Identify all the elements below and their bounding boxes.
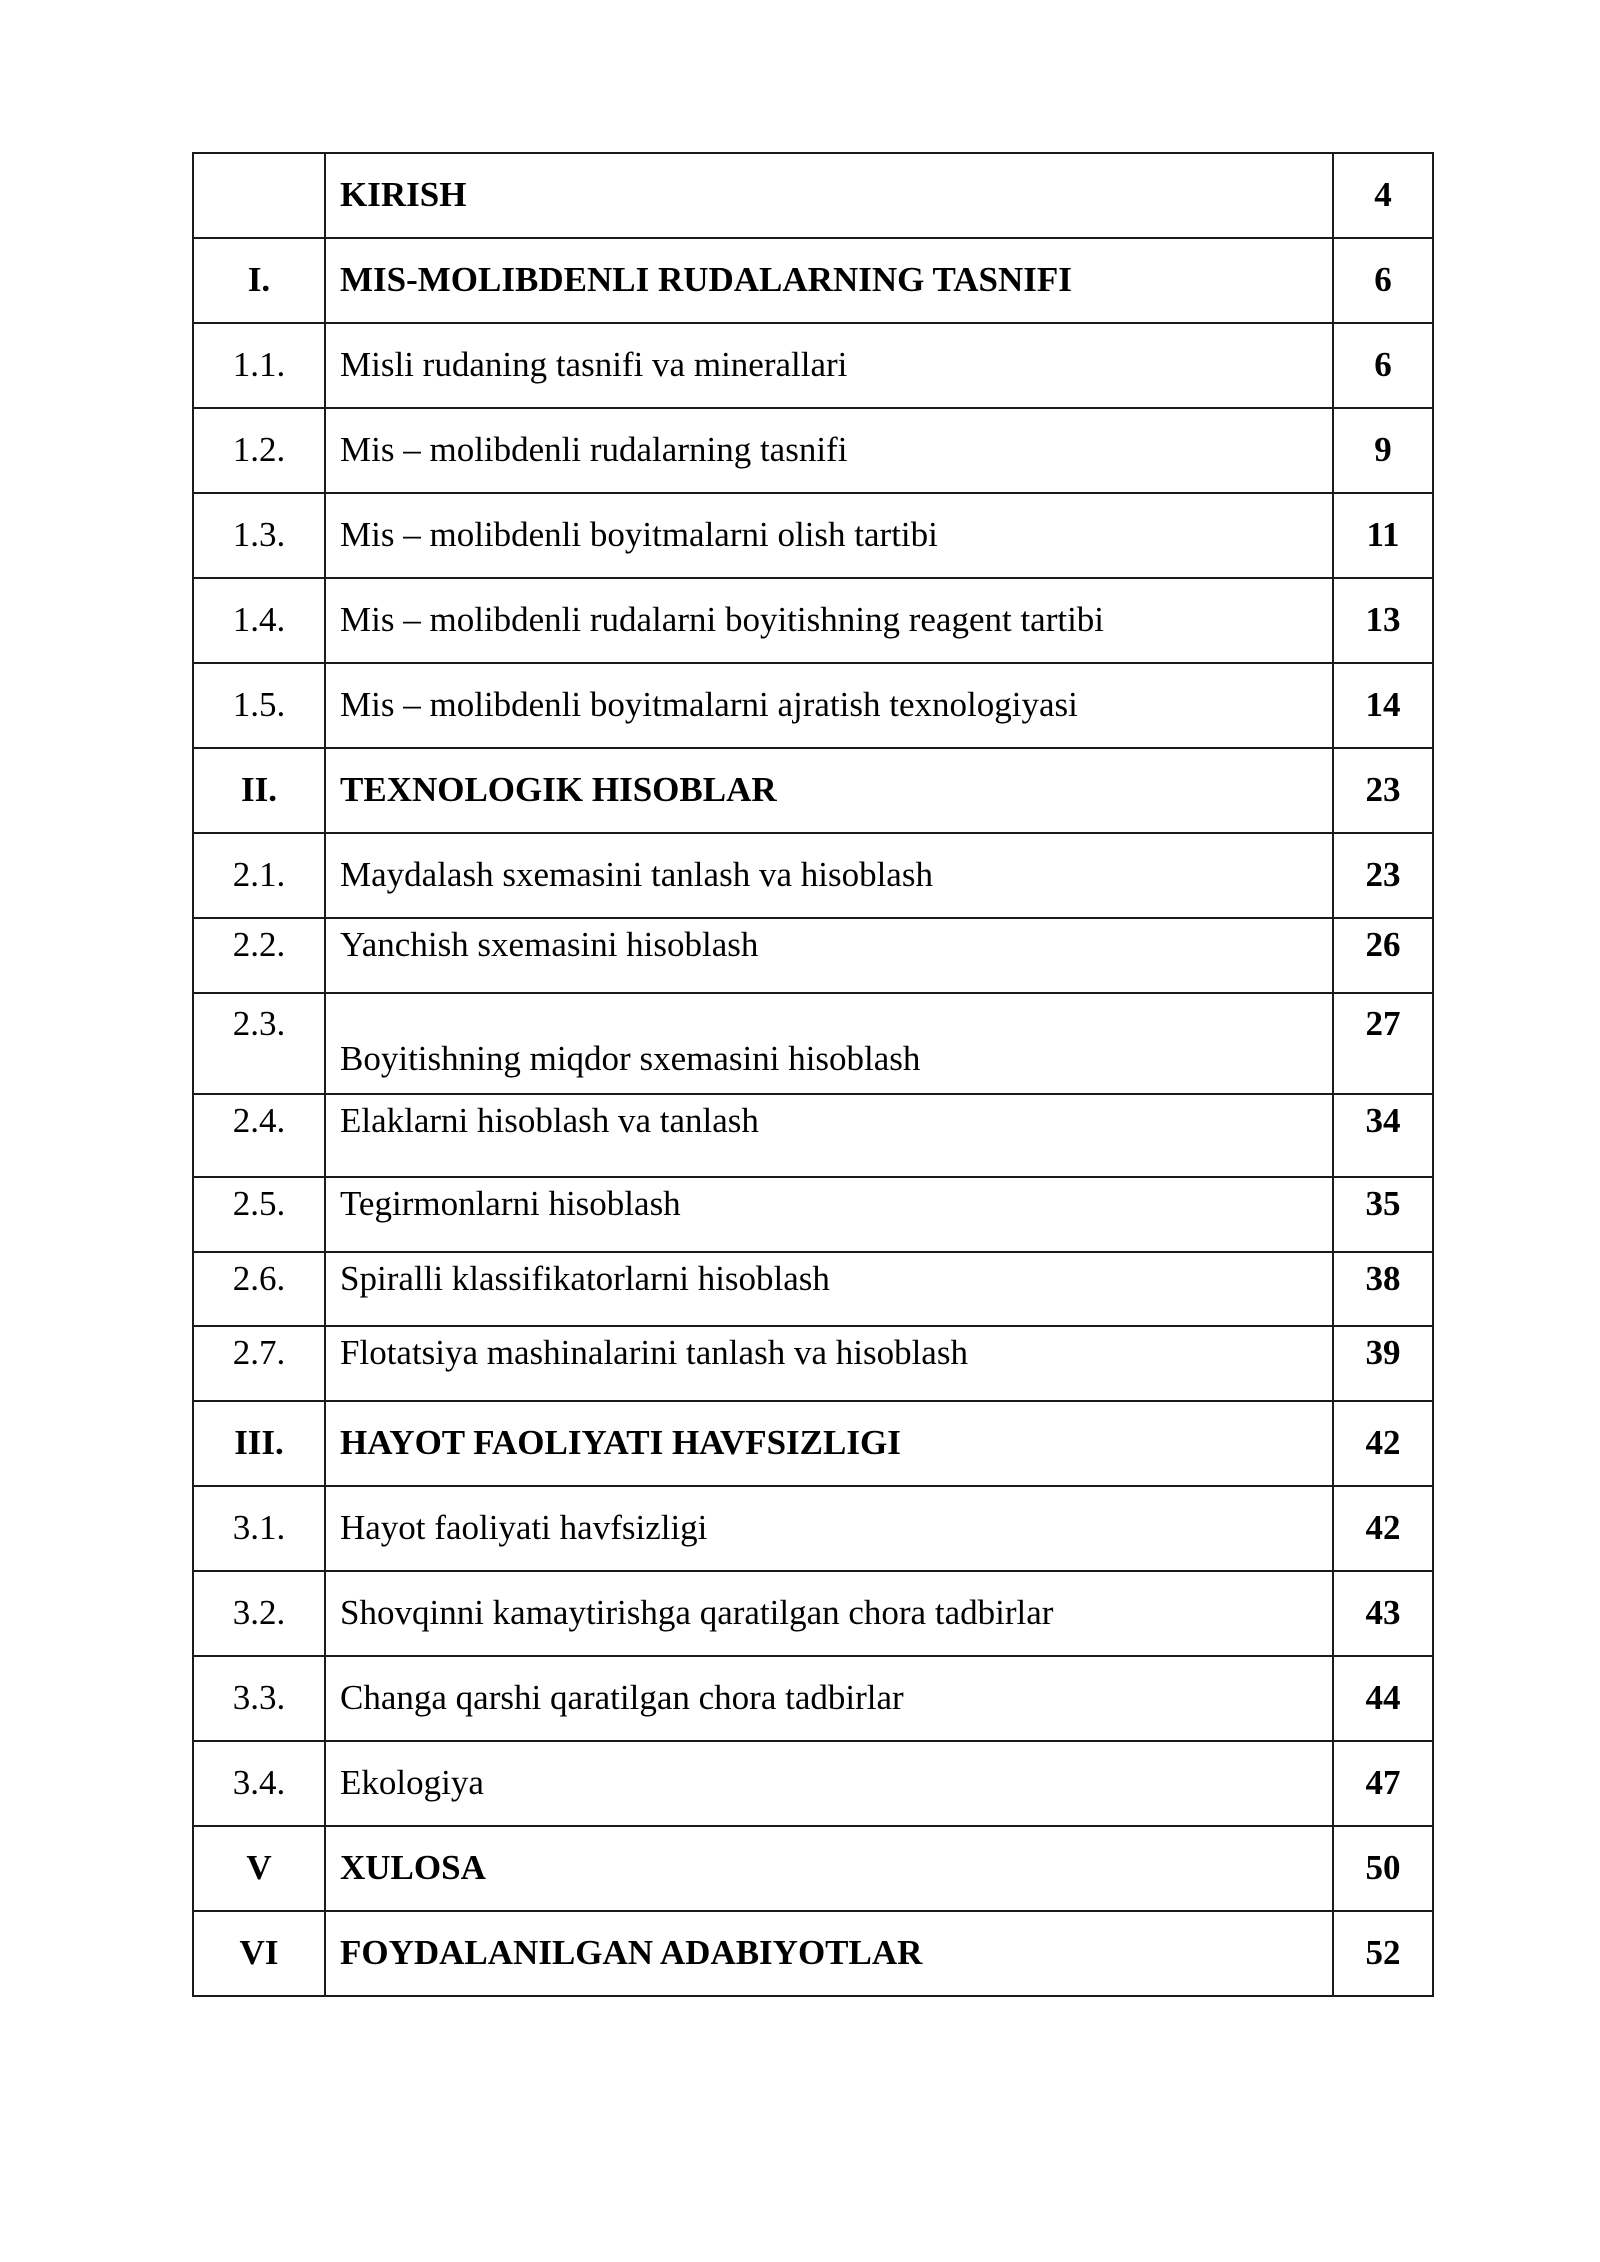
section-title: Mis – molibdenli boyitmalarni olish tartibi — [325, 493, 1333, 578]
page-number: 42 — [1333, 1401, 1433, 1486]
toc-row — [193, 1252, 1433, 1326]
section-number: 3.2. — [193, 1571, 325, 1656]
toc-row — [193, 1571, 1433, 1656]
section-number: 2.6. — [193, 1252, 325, 1326]
toc-row — [193, 833, 1433, 918]
section-number: 2.2. — [193, 918, 325, 993]
page-number: 27 — [1333, 993, 1433, 1094]
toc-row — [193, 1911, 1433, 1996]
page-number: 6 — [1333, 238, 1433, 323]
page-number: 47 — [1333, 1741, 1433, 1826]
section-title: HAYOT FAOLIYATI HAVFSIZLIGI — [325, 1401, 1333, 1486]
section-title: Mis – molibdenli rudalarning tasnifi — [325, 408, 1333, 493]
section-number: 2.4. — [193, 1094, 325, 1177]
section-title: Tegirmonlarni hisoblash — [325, 1177, 1333, 1252]
section-number: 1.3. — [193, 493, 325, 578]
page-number: 50 — [1333, 1826, 1433, 1911]
toc-row — [193, 663, 1433, 748]
section-number: 1.2. — [193, 408, 325, 493]
section-title: FOYDALANILGAN ADABIYOTLAR — [325, 1911, 1333, 1996]
section-title: KIRISH — [325, 153, 1333, 238]
toc-row — [193, 238, 1433, 323]
section-title: Maydalash sxemasini tanlash va hisoblash — [325, 833, 1333, 918]
page-number: 43 — [1333, 1571, 1433, 1656]
section-number: V — [193, 1826, 325, 1911]
page-number: 11 — [1333, 493, 1433, 578]
page-number: 4 — [1333, 153, 1433, 238]
page-number: 39 — [1333, 1326, 1433, 1401]
toc-row — [193, 748, 1433, 833]
toc-row — [193, 993, 1433, 1094]
page-number: 42 — [1333, 1486, 1433, 1571]
page-number: 44 — [1333, 1656, 1433, 1741]
section-number: VI — [193, 1911, 325, 1996]
page-number: 34 — [1333, 1094, 1433, 1177]
page-number: 35 — [1333, 1177, 1433, 1252]
toc-row — [193, 578, 1433, 663]
toc-row — [193, 408, 1433, 493]
section-number: I. — [193, 238, 325, 323]
page-number: 52 — [1333, 1911, 1433, 1996]
section-title: Mis – molibdenli boyitmalarni ajratish texnologiyasi — [325, 663, 1333, 748]
page-number: 13 — [1333, 578, 1433, 663]
page-number: 6 — [1333, 323, 1433, 408]
section-title: Changa qarshi qaratilgan chora tadbirlar — [325, 1656, 1333, 1741]
section-number: 1.1. — [193, 323, 325, 408]
section-number: 3.1. — [193, 1486, 325, 1571]
section-number: 2.5. — [193, 1177, 325, 1252]
table-of-contents — [192, 152, 1434, 1997]
section-title: XULOSA — [325, 1826, 1333, 1911]
section-title: Ekologiya — [325, 1741, 1333, 1826]
section-title: Yanchish sxemasini hisoblash — [325, 918, 1333, 993]
page-number: 14 — [1333, 663, 1433, 748]
section-number: 2.1. — [193, 833, 325, 918]
toc-row — [193, 1486, 1433, 1571]
toc-row — [193, 493, 1433, 578]
section-title: Misli rudaning tasnifi va minerallari — [325, 323, 1333, 408]
section-title: Spiralli klassifikatorlarni hisoblash — [325, 1252, 1333, 1326]
toc-row — [193, 1826, 1433, 1911]
section-title: Elaklarni hisoblash va tanlash — [325, 1094, 1333, 1177]
section-title: Boyitishning miqdor sxemasini hisoblash — [325, 993, 1333, 1094]
section-title: Flotatsiya mashinalarini tanlash va hisoblash — [325, 1326, 1333, 1401]
toc-row — [193, 1177, 1433, 1252]
section-number: 2.7. — [193, 1326, 325, 1401]
section-number: 3.4. — [193, 1741, 325, 1826]
page-number: 9 — [1333, 408, 1433, 493]
toc-row — [193, 323, 1433, 408]
toc-row — [193, 1326, 1433, 1401]
page-number: 23 — [1333, 833, 1433, 918]
toc-row — [193, 153, 1433, 238]
section-title: TEXNOLOGIK HISOBLAR — [325, 748, 1333, 833]
section-title: Mis – molibdenli rudalarni boyitishning reagent tartibi — [325, 578, 1333, 663]
toc-row — [193, 1656, 1433, 1741]
section-number: 2.3. — [193, 993, 325, 1094]
section-title: Hayot faoliyati havfsizligi — [325, 1486, 1333, 1571]
section-number: II. — [193, 748, 325, 833]
section-title: MIS-MOLIBDENLI RUDALARNING TASNIFI — [325, 238, 1333, 323]
section-number: 1.4. — [193, 578, 325, 663]
toc-row — [193, 1094, 1433, 1177]
section-number: III. — [193, 1401, 325, 1486]
section-number — [193, 153, 325, 238]
section-number: 1.5. — [193, 663, 325, 748]
toc-row — [193, 918, 1433, 993]
section-number: 3.3. — [193, 1656, 325, 1741]
page-number: 23 — [1333, 748, 1433, 833]
section-title: Shovqinni kamaytirishga qaratilgan chora tadbirlar — [325, 1571, 1333, 1656]
toc-row — [193, 1401, 1433, 1486]
page-number: 26 — [1333, 918, 1433, 993]
page-number: 38 — [1333, 1252, 1433, 1326]
toc-row — [193, 1741, 1433, 1826]
